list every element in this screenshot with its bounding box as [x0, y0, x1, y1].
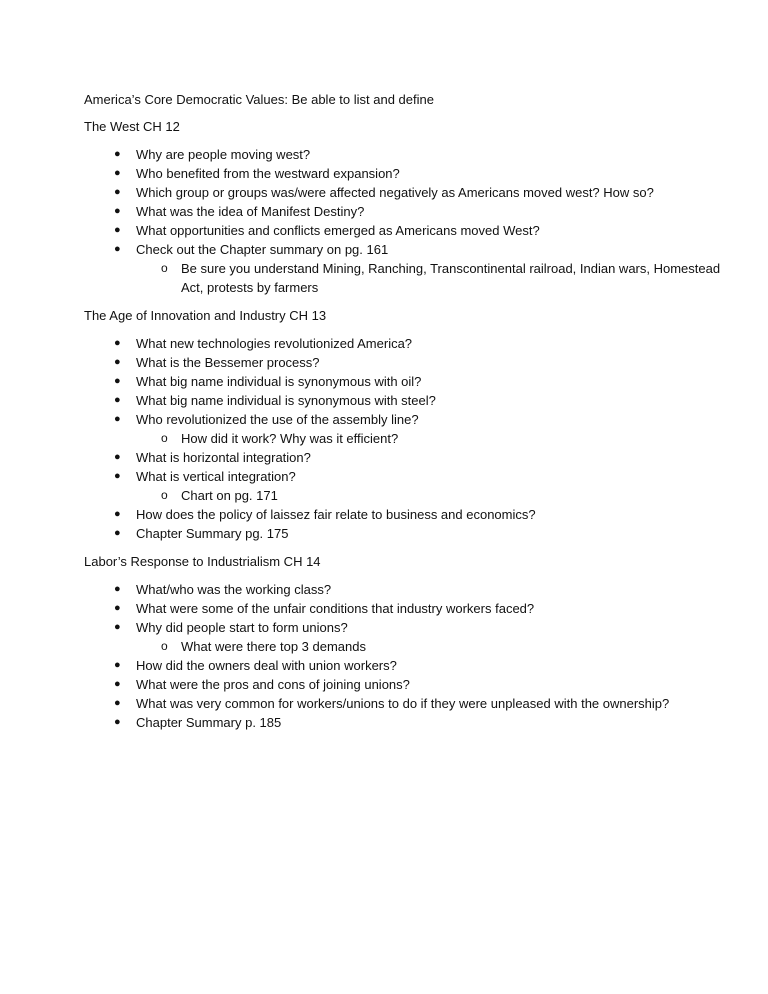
list-item — [84, 599, 724, 618]
list-item-text: Check out the Chapter summary on pg. 161 — [136, 242, 389, 257]
list-item — [84, 467, 724, 505]
question-list — [84, 334, 724, 543]
list-item — [84, 713, 724, 732]
list-item-text: What is the Bessemer process? — [136, 355, 320, 370]
bullet-icon: ● — [114, 375, 121, 387]
list-item — [84, 145, 724, 164]
list-item — [84, 391, 724, 410]
section-heading: The Age of Innovation and Industry CH 13 — [84, 308, 327, 323]
list-item-text: What is vertical integration? — [136, 469, 296, 484]
bullet-icon: ● — [114, 716, 121, 728]
bullet-icon: ● — [114, 337, 121, 349]
bullet-icon: ● — [114, 394, 121, 406]
bullet-icon: ● — [114, 224, 121, 236]
bullet-icon: ● — [114, 508, 121, 520]
list-item-text: Which group or groups was/were affected negatively as Americans moved west? How so? — [136, 185, 654, 200]
list-item — [84, 656, 724, 675]
sub-list-item-text: What were there top 3 demands — [181, 639, 366, 654]
bullet-icon: ● — [114, 356, 121, 368]
circle-bullet-icon: o — [161, 639, 168, 653]
list-item — [84, 618, 724, 656]
list-item-text: Who revolutionized the use of the assembly line? — [136, 412, 419, 427]
list-item-text: How does the policy of laissez fair relate to business and economics? — [136, 507, 536, 522]
list-item — [84, 164, 724, 183]
list-item — [84, 221, 724, 240]
bullet-icon: ● — [114, 413, 121, 425]
list-item-text: Chapter Summary pg. 175 — [136, 526, 289, 541]
sub-list-item — [136, 259, 724, 297]
bullet-icon: ● — [114, 621, 121, 633]
list-item-text: What big name individual is synonymous with steel? — [136, 393, 436, 408]
list-item — [84, 240, 724, 297]
list-item — [84, 410, 724, 448]
question-list — [84, 580, 724, 732]
sections-container — [84, 118, 724, 732]
list-item-text: What were some of the unfair conditions that industry workers faced? — [136, 601, 535, 616]
bullet-icon: ● — [114, 205, 121, 217]
list-item — [84, 372, 724, 391]
question-list — [84, 145, 724, 297]
list-item-text: What new technologies revolutionized America? — [136, 336, 413, 351]
sub-list — [136, 259, 724, 297]
list-item-text: Why did people start to form unions? — [136, 620, 348, 635]
list-item-text: What was the idea of Manifest Destiny? — [136, 204, 365, 219]
sub-list-item-text: How did it work? Why was it efficient? — [181, 431, 399, 446]
intro-line: America’s Core Democratic Values: Be able to list and define — [84, 92, 434, 107]
bullet-icon: ● — [114, 602, 121, 614]
sub-list-item — [136, 637, 724, 656]
list-item — [84, 353, 724, 372]
bullet-icon: ● — [114, 167, 121, 179]
bullet-icon: ● — [114, 243, 121, 255]
bullet-icon: ● — [114, 148, 121, 160]
list-item-text: What were the pros and cons of joining unions? — [136, 677, 410, 692]
circle-bullet-icon: o — [161, 261, 168, 275]
bullet-icon: ● — [114, 678, 121, 690]
section-heading: The West CH 12 — [84, 119, 180, 134]
list-item-text: How did the owners deal with union workers? — [136, 658, 397, 673]
list-item-text: Who benefited from the westward expansion? — [136, 166, 400, 181]
list-item — [84, 694, 724, 713]
sub-list-item — [136, 486, 724, 505]
list-item-text: Why are people moving west? — [136, 147, 311, 162]
bullet-icon: ● — [114, 697, 121, 709]
bullet-icon: ● — [114, 451, 121, 463]
list-item-text: Chapter Summary p. 185 — [136, 715, 282, 730]
list-item — [84, 505, 724, 524]
sub-list-item — [136, 429, 724, 448]
sub-list-item-text: Be sure you understand Mining, Ranching, Transcontinental railroad, Indian wars, Homestead Act, protests by farmers — [181, 261, 721, 295]
circle-bullet-icon: o — [161, 431, 168, 445]
list-item — [84, 580, 724, 599]
list-item-text: What was very common for workers/unions to do if they were unpleased with the ownership? — [136, 696, 670, 711]
list-item-text: What is horizontal integration? — [136, 450, 311, 465]
list-item-text: What big name individual is synonymous with oil? — [136, 374, 422, 389]
sub-list-item-text: Chart on pg. 171 — [181, 488, 278, 503]
bullet-icon: ● — [114, 470, 121, 482]
sub-list — [136, 429, 724, 448]
bullet-icon: ● — [114, 186, 121, 198]
section-heading: Labor’s Response to Industrialism CH 14 — [84, 554, 321, 569]
list-item — [84, 202, 724, 221]
list-item-text: What opportunities and conflicts emerged as Americans moved West? — [136, 223, 540, 238]
list-item — [84, 183, 724, 202]
document-body — [84, 91, 724, 742]
list-item — [84, 524, 724, 543]
bullet-icon: ● — [114, 527, 121, 539]
bullet-icon: ● — [114, 659, 121, 671]
circle-bullet-icon: o — [161, 488, 168, 502]
sub-list — [136, 637, 724, 656]
list-item — [84, 334, 724, 353]
list-item-text: What/who was the working class? — [136, 582, 332, 597]
list-item — [84, 675, 724, 694]
bullet-icon: ● — [114, 583, 121, 595]
sub-list — [136, 486, 724, 505]
list-item — [84, 448, 724, 467]
